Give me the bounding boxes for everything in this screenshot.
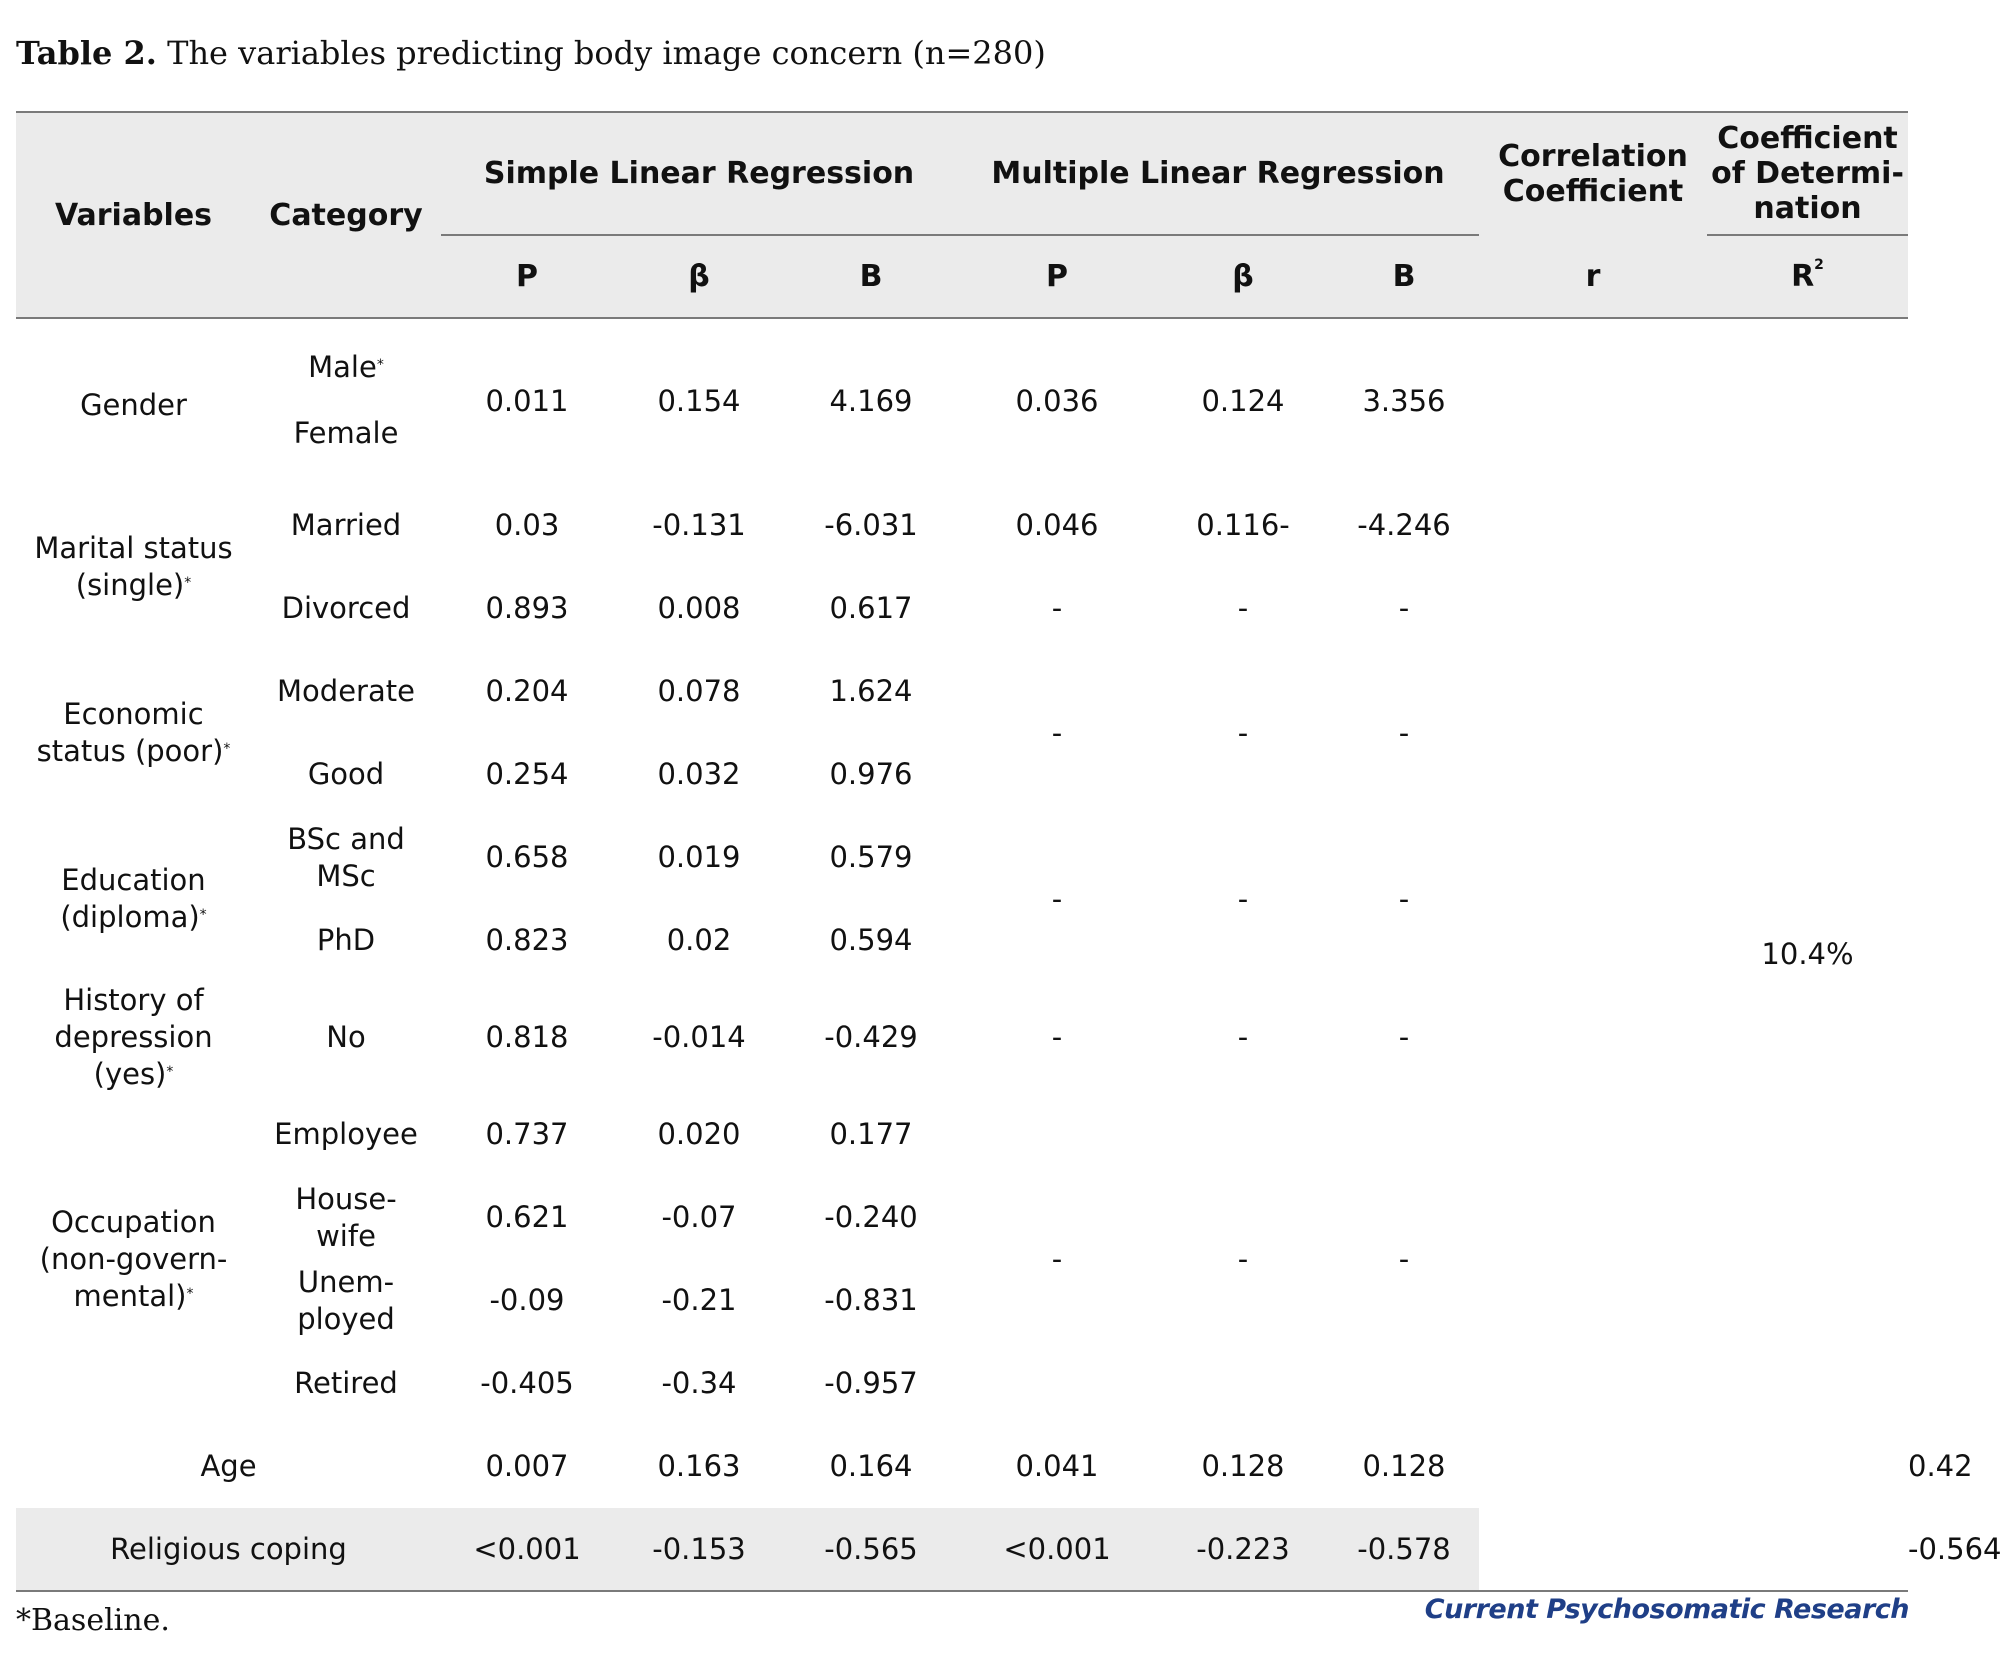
- header-determination-line2: of Determi-: [1711, 156, 1904, 191]
- education-multiple-p: -: [1051, 881, 1063, 916]
- marital-baseline: *: [184, 575, 192, 591]
- divorced-multiple-beta: -: [1237, 591, 1249, 625]
- subheader-multiple-beta: β: [1232, 259, 1254, 294]
- depression-variable-line1: History of: [63, 983, 204, 1017]
- header-determination: [1707, 112, 1908, 235]
- bsc-simple-p: 0.658: [485, 840, 569, 874]
- subheader-simple-beta: β: [688, 259, 710, 294]
- header-correlation-line1: Correlation: [1498, 139, 1688, 174]
- gender-variable: Gender: [80, 388, 187, 422]
- moderate-simple-beta: 0.078: [657, 674, 741, 708]
- occupation-unemployed: [251, 1259, 441, 1342]
- correlation-empty: [1479, 318, 1707, 1591]
- occupation-multiple-p: -: [1051, 1241, 1063, 1276]
- education-phd: PhD: [316, 923, 376, 957]
- depression-simple-B: -0.429: [824, 1020, 918, 1054]
- employee-simple-p: 0.737: [485, 1117, 569, 1151]
- religious-simple-B: -0.565: [824, 1531, 918, 1566]
- gender-multiple-p: 0.036: [1015, 384, 1099, 418]
- gender-male: [251, 318, 441, 401]
- subheader-r: r: [1585, 258, 1601, 294]
- retired-simple-beta: -0.34: [661, 1366, 737, 1400]
- gender-simple-B: 4.169: [829, 384, 913, 418]
- moderate-simple-p: 0.204: [485, 674, 569, 708]
- divorced-multiple-B: -: [1398, 591, 1410, 625]
- housewife-line1: House-: [295, 1181, 397, 1216]
- employee-simple-beta: 0.020: [657, 1117, 741, 1151]
- married-simple-p: 0.03: [494, 508, 560, 542]
- occupation-variable-line3: mental): [73, 1278, 187, 1313]
- occupation-variable-line2: (non-govern-: [39, 1241, 228, 1276]
- depression-multiple-beta: -: [1237, 1020, 1249, 1054]
- gender-female: Female: [293, 416, 399, 450]
- religious-multiple-B: -0.578: [1357, 1531, 1451, 1566]
- phd-simple-beta: 0.02: [666, 923, 732, 957]
- table-label: Table 2.: [16, 34, 157, 72]
- housewife-line2: wife: [316, 1218, 376, 1253]
- phd-simple-p: 0.823: [485, 923, 569, 957]
- header-variables: Variables: [54, 197, 213, 233]
- table-header: [16, 112, 1908, 318]
- housewife-simple-beta: -0.07: [661, 1200, 737, 1234]
- good-simple-B: 0.976: [829, 757, 913, 791]
- subheader-R2: [1707, 235, 1908, 318]
- unemployed-line2: ployed: [297, 1301, 395, 1336]
- marital-divorced: Divorced: [281, 591, 411, 625]
- subheader-multiple-B: B: [1392, 259, 1416, 294]
- occupation-baseline: *: [186, 1285, 194, 1302]
- divorced-simple-B: 0.617: [829, 591, 913, 625]
- occupation-variable: [16, 1093, 251, 1425]
- retired-simple-B: -0.957: [824, 1366, 918, 1400]
- subheader-multiple-p: P: [1046, 259, 1068, 294]
- retired-simple-p: -0.405: [480, 1366, 574, 1400]
- religious-simple-p: <0.001: [473, 1531, 581, 1566]
- gender-simple-beta: 0.154: [657, 384, 741, 418]
- economic-multiple-beta: -: [1237, 715, 1249, 750]
- married-multiple-B: -4.246: [1357, 508, 1451, 542]
- unemployed-simple-beta: -0.21: [661, 1283, 737, 1317]
- divorced-simple-beta: 0.008: [657, 591, 741, 625]
- marital-married: Married: [290, 508, 402, 542]
- age-simple-p: 0.007: [485, 1449, 569, 1483]
- occupation-multiple-B: -: [1398, 1241, 1410, 1276]
- subheader-R2-base: R: [1791, 259, 1815, 294]
- depression-baseline: *: [166, 1064, 174, 1080]
- phd-simple-B: 0.594: [829, 923, 913, 957]
- unemployed-simple-B: -0.831: [824, 1283, 918, 1317]
- moderate-simple-B: 1.624: [829, 674, 913, 708]
- marital-variable-line2: (single): [75, 568, 185, 602]
- footnote: *Baseline.: [16, 1603, 170, 1638]
- education-bsc-line2: MSc: [316, 858, 376, 893]
- religious-multiple-beta: -0.223: [1196, 1531, 1290, 1566]
- occupation-retired: Retired: [294, 1366, 398, 1400]
- depression-simple-p: 0.818: [485, 1020, 569, 1054]
- economic-baseline: *: [223, 741, 231, 757]
- gender-multiple-B: 3.356: [1362, 384, 1446, 418]
- education-baseline: *: [199, 907, 207, 923]
- married-multiple-p: 0.046: [1015, 508, 1099, 542]
- religious-simple-beta: -0.153: [652, 1531, 746, 1566]
- subheader-R2-sup: 2: [1814, 257, 1824, 273]
- economic-variable: [16, 650, 251, 816]
- religious-variable: Religious coping: [110, 1531, 347, 1566]
- age-simple-beta: 0.163: [657, 1449, 741, 1483]
- housewife-simple-p: 0.621: [485, 1200, 569, 1234]
- header-determination-line1: Coefficient: [1717, 121, 1898, 156]
- occupation-variable-line1: Occupation: [51, 1204, 216, 1239]
- gender-male-label: Male: [308, 349, 377, 384]
- subheader-simple-B: B: [859, 259, 883, 294]
- housewife-simple-B: -0.240: [824, 1200, 918, 1234]
- education-variable-line1: Education: [61, 863, 206, 897]
- divorced-simple-p: 0.893: [485, 591, 569, 625]
- depression-no: No: [326, 1020, 366, 1054]
- economic-multiple-B: -: [1398, 715, 1410, 750]
- header-category: Category: [269, 197, 423, 233]
- table-title: The variables predicting body image concern (n=280): [167, 34, 1046, 72]
- divorced-multiple-p: -: [1051, 591, 1063, 625]
- education-multiple-B: -: [1398, 881, 1410, 916]
- table-row: Age 0.007 0.163 0.164 0.041 0.128 0.128 0.42: [16, 1425, 1908, 1508]
- economic-variable-line2: status (poor): [36, 734, 224, 768]
- journal-logo: Current Psychosomatic Research: [1424, 1594, 1909, 1625]
- bsc-simple-beta: 0.019: [657, 840, 741, 874]
- depression-multiple-p: -: [1051, 1020, 1063, 1054]
- good-simple-p: 0.254: [485, 757, 569, 791]
- r2-value: 10.4%: [1761, 937, 1854, 971]
- occupation-multiple-beta: -: [1237, 1241, 1249, 1276]
- economic-moderate: Moderate: [277, 674, 415, 708]
- age-variable: Age: [200, 1449, 257, 1483]
- gender-simple-p: 0.011: [485, 384, 569, 418]
- unemployed-line1: Unem-: [297, 1264, 395, 1299]
- employee-simple-B: 0.177: [829, 1117, 913, 1151]
- marital-variable: [16, 484, 251, 650]
- age-multiple-B: 0.128: [1362, 1449, 1446, 1483]
- married-multiple-beta: 0.116-: [1196, 508, 1290, 542]
- depression-simple-beta: -0.014: [652, 1020, 746, 1054]
- economic-good: Good: [307, 757, 385, 791]
- education-variable-line2: (diploma): [60, 900, 200, 934]
- header-correlation: [1479, 112, 1707, 235]
- marital-variable-line1: Marital status: [34, 531, 233, 565]
- header-determination-line3: nation: [1753, 191, 1862, 226]
- education-variable: [16, 816, 251, 982]
- regression-table: [16, 111, 2002, 1592]
- depression-variable-line3: (yes): [93, 1057, 167, 1091]
- table-body: [16, 318, 2002, 1591]
- header-simple-regression: Simple Linear Regression: [441, 112, 957, 235]
- header-correlation-line2: Coefficient: [1502, 174, 1684, 209]
- table-caption: [16, 34, 1046, 72]
- economic-variable-line1: Economic: [63, 697, 204, 731]
- age-multiple-p: 0.041: [1015, 1449, 1099, 1483]
- married-simple-beta: -0.131: [652, 508, 746, 542]
- occupation-housewife: [251, 1176, 441, 1259]
- table-row: Religious coping <0.001 -0.153 -0.565 <0.001 -0.223 -0.578 -0.564: [16, 1508, 1908, 1591]
- education-multiple-beta: -: [1237, 881, 1249, 916]
- depression-multiple-B: -: [1398, 1020, 1410, 1054]
- header-multiple-regression: Multiple Linear Regression: [957, 112, 1479, 235]
- gender-multiple-beta: 0.124: [1201, 384, 1285, 418]
- bsc-simple-B: 0.579: [829, 840, 913, 874]
- subheader-simple-p: P: [516, 259, 538, 294]
- age-simple-B: 0.164: [829, 1449, 913, 1483]
- depression-variable: [16, 982, 251, 1093]
- married-simple-B: -6.031: [824, 508, 918, 542]
- occupation-employee: Employee: [274, 1117, 418, 1151]
- good-simple-beta: 0.032: [657, 757, 741, 791]
- unemployed-simple-p: -0.09: [489, 1283, 565, 1317]
- religious-multiple-p: <0.001: [1003, 1531, 1111, 1566]
- economic-multiple-p: -: [1051, 715, 1063, 750]
- gender-male-baseline: *: [376, 356, 384, 373]
- education-bsc-line1: BSc and: [287, 821, 405, 856]
- table-row: [16, 318, 1908, 401]
- age-multiple-beta: 0.128: [1201, 1449, 1285, 1483]
- education-bsc: [251, 816, 441, 899]
- depression-variable-line2: depression: [54, 1020, 213, 1054]
